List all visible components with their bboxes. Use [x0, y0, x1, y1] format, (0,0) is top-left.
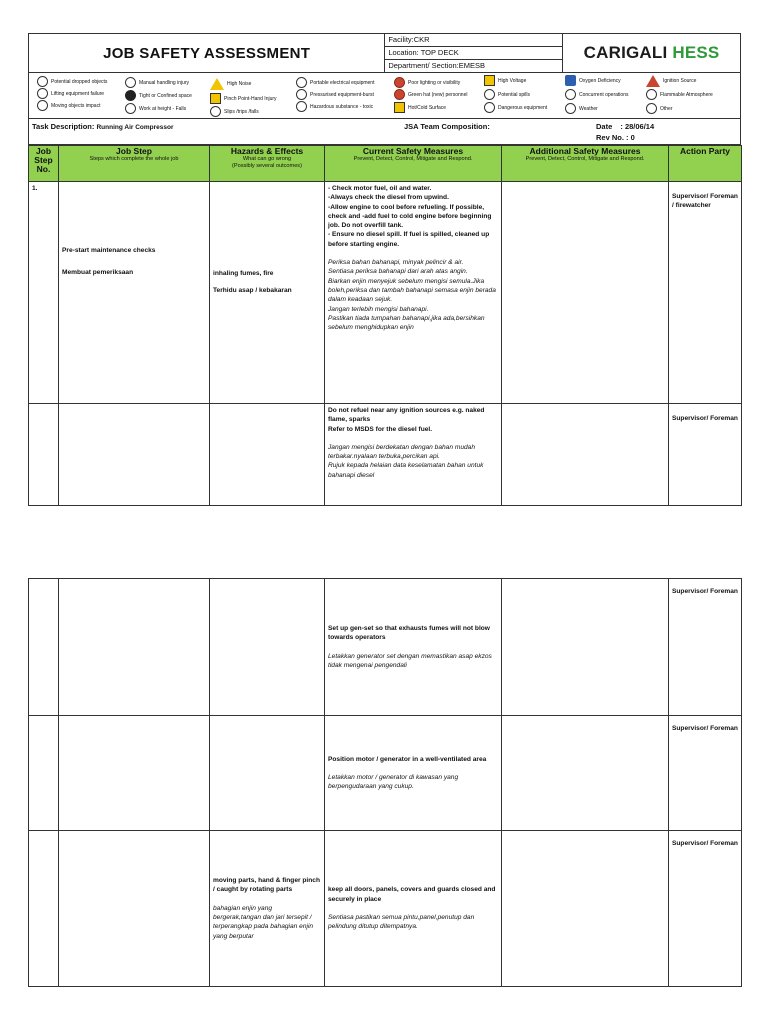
page-title: JOB SAFETY ASSESSMENT: [29, 34, 385, 73]
moving-object-icon: [37, 100, 48, 111]
current-measures-cell: Position motor / generator in a well-ventilated area Letakkan motor / generator di kawasan yang berpengudaraan yang cukup.: [325, 716, 502, 831]
dropped-object-icon: [37, 76, 48, 87]
legend-item: Work at height - Falls: [125, 103, 186, 114]
legend-item: Manual handling injury: [125, 77, 189, 88]
additional-measures-cell: [502, 579, 669, 716]
step-number: [29, 831, 59, 987]
hot-cold-surface-icon: [394, 102, 405, 113]
legend-item: Tight or Confined space: [125, 90, 192, 101]
jsa-header: [28, 33, 741, 73]
rev-field: Rev No. : 0: [596, 133, 635, 142]
header-hazards: Hazards & Effects What can go wrong (Possibly several outcomes): [210, 146, 325, 182]
table-row: [29, 182, 742, 404]
department-field: Department/ Section:EMESB: [385, 60, 563, 73]
action-party-cell: Supervisor/ Foreman: [669, 579, 742, 716]
header-job-step: Job Step Steps which complete the whole job: [59, 146, 210, 182]
table-row: [29, 404, 742, 506]
action-party-cell: Supervisor/ Foreman / firewatcher: [669, 182, 742, 404]
current-measures-cell: Set up gen-set so that exhausts fumes will not blow towards operators Letakkan generator set dengan memastikan asap ekzos tidak mengenai pengendali: [325, 579, 502, 716]
slips-trips-icon: [210, 106, 221, 117]
logo-carigali: CARIGALI: [583, 43, 668, 62]
green-hat-icon: [394, 89, 405, 100]
header-action-party: Action Party: [669, 146, 742, 182]
legend-item: Hot/Cold Surface: [394, 102, 446, 113]
flammable-atmosphere-icon: [646, 89, 657, 100]
job-step-cell: [59, 404, 210, 506]
job-step-cell: Pre-start maintenance checks Membuat pemeriksaan: [59, 182, 210, 404]
action-party-cell: Supervisor/ Foreman: [669, 831, 742, 987]
logo-hess: HESS: [672, 43, 720, 62]
legend-item: Portable electrical equipment: [296, 77, 374, 88]
facility-field: Facility:CKR: [385, 34, 563, 47]
current-measures-cell: - Check motor fuel, oil and water. -Always check the diesel from upwind. -Allow engine to cool before refueling. If possible, check and -add fuel to cold engine before beginning job. Do not overfill tank. - Ensure no diesel spill. If fuel is spilled, cleaned up before starting engine. Periksa bahan bahanapi, minyak pelincir & air. Sentiasa periksa bahanapi dari arah atas angin. Biarkan enjin menyejuk sebelum mengisi semula.Jika boleh,periksa dan tambah bahanapi semasa enjin berada dalam keadaan sejuk. Jangan terlebih mengisi bahanapi. Pastikan tiada tumpahan bahanapi,jika ada,bersihkan sebelum menghidupkan enjin: [325, 182, 502, 404]
hazard-legend: [28, 73, 741, 119]
header-current-measures: Current Safety Measures Prevent, Detect, Control, Mitigate and Respond.: [325, 146, 502, 182]
legend-item: Pinch Point-Hand Injury: [210, 93, 277, 104]
additional-measures-cell: [502, 182, 669, 404]
legend-item: Green hat (new) personnel: [394, 89, 467, 100]
legend-item: Flammable Atmosphere: [646, 89, 713, 100]
date-field: Date : 28/06/14: [596, 122, 655, 131]
legend-item: Potential spills: [484, 89, 530, 100]
table-row: [29, 579, 742, 716]
hazard-cell: [210, 716, 325, 831]
jsa-table-page1: [28, 145, 742, 506]
location-field: Location: TOP DECK: [385, 47, 563, 60]
step-number: [29, 716, 59, 831]
legend-item: Concurrent operations: [565, 89, 628, 100]
legend-item: Oxygen Deficiency: [565, 75, 621, 86]
pinch-point-icon: [210, 93, 221, 104]
legend-item: Dangerous equipment: [484, 102, 547, 113]
dangerous-equipment-icon: [484, 102, 495, 113]
legend-item: Potential dropped objects: [37, 76, 107, 87]
hazard-cell: inhaling fumes, fire Terhidu asap / kebakaran: [210, 182, 325, 404]
step-number: [29, 404, 59, 506]
action-party-cell: Supervisor/ Foreman: [669, 404, 742, 506]
current-measures-cell: keep all doors, panels, covers and guards closed and securely in place Sentiasa pastikan semua pintu,panel,penutup dan pelindung ditutup ditempatnya.: [325, 831, 502, 987]
task-description: Task Description: Running Air Compressor: [32, 122, 174, 131]
legend-item: High Voltage: [484, 75, 526, 86]
legend-item: High Noise: [210, 78, 251, 90]
legend-item: Slips /trips /falls: [210, 106, 259, 117]
lifting-failure-icon: [37, 88, 48, 99]
hazard-cell: [210, 579, 325, 716]
step-number: 1.: [29, 182, 59, 404]
high-noise-icon: [210, 78, 224, 90]
job-step-cell: [59, 579, 210, 716]
potential-spills-icon: [484, 89, 495, 100]
company-logo: [563, 34, 741, 73]
oxygen-deficiency-icon: [565, 75, 576, 86]
header-additional-measures: Additional Safety Measures Prevent, Detect, Control, Mitigate and Respond.: [502, 146, 669, 182]
step-number: [29, 579, 59, 716]
job-step-cell: [59, 831, 210, 987]
task-row: [28, 119, 741, 145]
additional-measures-cell: [502, 831, 669, 987]
team-composition-label: JSA Team Composition:: [404, 122, 490, 131]
legend-item: Pressurised equipment-burst: [296, 89, 374, 100]
legend-item: Moving objects impact: [37, 100, 100, 111]
other-icon: [646, 103, 657, 114]
table-row: [29, 716, 742, 831]
jsa-table-page2: [28, 578, 742, 987]
high-voltage-icon: [484, 75, 495, 86]
portable-electrical-icon: [296, 77, 307, 88]
table-header-row: [29, 146, 742, 182]
pressurised-equipment-icon: [296, 89, 307, 100]
concurrent-operations-icon: [565, 89, 576, 100]
legend-item: Lifting equipment failure: [37, 88, 104, 99]
job-step-cell: [59, 716, 210, 831]
current-measures-cell: Do not refuel near any ignition sources e.g. naked flame, sparks Refer to MSDS for the diesel fuel. Jangan mengisi berdekatan dengan bahan mudah terbakar.nyalaan terbuka,percikan api. Rujuk kepada helaian data keselamatan bahan untuk bahanapi diesel: [325, 404, 502, 506]
additional-measures-cell: [502, 404, 669, 506]
table-row: [29, 831, 742, 987]
action-party-cell: Supervisor/ Foreman: [669, 716, 742, 831]
legend-item: Other: [646, 103, 673, 114]
legend-item: Weather: [565, 103, 598, 114]
legend-item: Ignition Source: [646, 75, 696, 87]
manual-handling-icon: [125, 77, 136, 88]
additional-measures-cell: [502, 716, 669, 831]
poor-lighting-icon: [394, 77, 405, 88]
hazard-cell: moving parts, hand & finger pinch / caught by rotating parts bahagian enjin yang bergerak,tangan dan jari tersepit / terperangkap pada bahagian enjin yang berputar: [210, 831, 325, 987]
legend-item: Poor lighting or visibility: [394, 77, 460, 88]
hazardous-substance-icon: [296, 101, 307, 112]
ignition-source-icon: [646, 75, 660, 87]
weather-icon: [565, 103, 576, 114]
legend-item: Hazardous substance - toxic: [296, 101, 373, 112]
confined-space-icon: [125, 90, 136, 101]
work-at-height-icon: [125, 103, 136, 114]
header-step-no: Job Step No.: [29, 146, 59, 182]
hazard-cell: [210, 404, 325, 506]
